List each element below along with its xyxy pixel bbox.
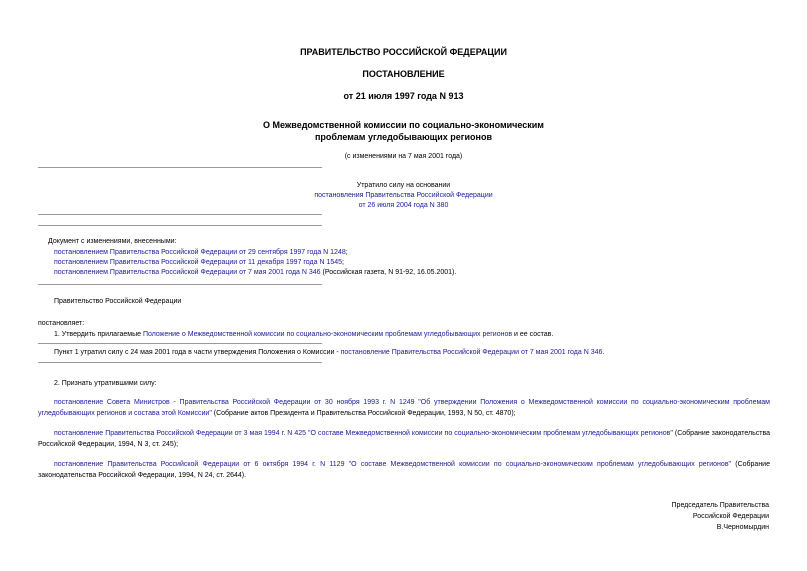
regulation-link[interactable]: Положение о Межведомственной комиссии по социально-экономическим проблемам угледобывающих регионов xyxy=(142,331,513,338)
divider xyxy=(38,214,322,215)
repealed-link[interactable]: постановление Правительства Российской Федерации от 3 мая 1994 г. N 425 "О составе Межведомственной комиссии по социально-экономическим проблемам угледобывающих регионов" xyxy=(54,430,673,437)
signature-name: В.Черномырдин xyxy=(716,524,769,531)
repealed-item: постановление Правительства Российской Федерации от 6 октября 1994 г. N 1129 "О составе Межведомственной комиссии по социально-экономическим проблемам угледобывающих регионов" (Собрание законодательства Российской Федерации, 1994, N 24, ст. 2644). xyxy=(38,461,770,479)
divider xyxy=(38,225,322,226)
signature-title-1: Председатель Правительства xyxy=(671,502,769,509)
divider xyxy=(38,167,322,168)
amendment-item: постановлением Правительства Российской Федерации от 7 мая 2001 года N 346 (Российская газета, N 91-92, 16.05.2001). xyxy=(54,269,457,276)
repeal-link-line2[interactable]: от 26 июля 2004 года N 380 xyxy=(358,202,449,209)
amendment-item: постановлением Правительства Российской Федерации от 29 сентября 1997 года N 1248; xyxy=(54,249,348,256)
changes-note: (с изменениями на 7 мая 2001 года) xyxy=(344,153,463,160)
amendment-item: постановлением Правительства Российской Федерации от 11 декабря 1997 года N 1545; xyxy=(54,259,344,266)
divider xyxy=(38,284,322,285)
note-1-link[interactable]: постановление Правительства Российской Федерации от 7 мая 2001 года N 346 xyxy=(340,349,603,356)
repeal-text: Утратило силу на основании xyxy=(356,182,451,189)
signature-title-2: Российской Федерации xyxy=(692,513,769,520)
doc-title-line2: проблемам угледобывающих регионов xyxy=(314,132,493,142)
note-1: Пункт 1 утратил силу с 24 мая 2001 года в части утверждения Положения о Комиссии - постановление Правительства Российской Федерации от 7 мая 2001 года N 346. xyxy=(54,349,605,356)
item-1: 1. Утвердить прилагаемые Положение о Межведомственной комиссии по социально-экономическим проблемам угледобывающих регионов и ее состав. xyxy=(54,331,554,338)
repealed-link[interactable]: постановление Правительства Российской Федерации от 6 октября 1994 г. N 1129 "О составе Межведомственной комиссии по социально-экономическим проблемам угледобывающих регионов" xyxy=(54,461,732,468)
repealed-item: постановление Совета Министров - Правительства Российской Федерации от 30 ноября 1993 г. N 1249 "Об утверждении Положения о Межведомственной комиссии по социально-экономическим проблемам угледобывающих регионов и состава этой Комиссии" (Собрание актов Президента и Правительства Российской Федерации, 1993, N 50, ст. 4870); xyxy=(38,399,770,417)
repealed-item: постановление Правительства Российской Федерации от 3 мая 1994 г. N 425 "О составе Межведомственной комиссии по социально-экономическим проблемам угледобывающих регионов" (Собрание законодательства Российской Федерации, 1994, N 3, ст. 245); xyxy=(38,430,770,448)
government-label: Правительство Российской Федерации xyxy=(54,298,182,305)
divider xyxy=(38,343,322,344)
repeal-link-line1[interactable]: постановления Правительства Российской Федерации xyxy=(314,192,493,199)
doc-type: ПОСТАНОВЛЕНИЕ xyxy=(362,69,445,79)
doc-date: от 21 июля 1997 года N 913 xyxy=(343,91,464,101)
doc-title-line1: О Межведомственной комиссии по социально-экономическим xyxy=(263,120,544,130)
repealed-link[interactable]: постановление Совета Министров - Правительства Российской Федерации от 30 ноября 1993 г. N 1249 "Об утверждении Положения о Межведомственной комиссии по социально-экономическим проблемам угледобывающих регионов и состава этой Комиссии" xyxy=(38,399,770,417)
amendments-intro: Документ с изменениями, внесенными: xyxy=(48,238,177,245)
org-name: ПРАВИТЕЛЬСТВО РОССИЙСКОЙ ФЕДЕРАЦИИ xyxy=(300,47,507,57)
item-2: 2. Признать утратившими силу: xyxy=(54,380,157,387)
decrees-label: постановляет: xyxy=(38,320,85,327)
amendment-link[interactable]: постановлением Правительства Российской Федерации от 7 мая 2001 года N 346 xyxy=(54,269,321,276)
divider xyxy=(38,362,322,363)
amendment-link[interactable]: постановлением Правительства Российской Федерации от 11 декабря 1997 года N 1545 xyxy=(54,259,343,266)
amendment-link[interactable]: постановлением Правительства Российской Федерации от 29 сентября 1997 года N 1248 xyxy=(54,249,346,256)
